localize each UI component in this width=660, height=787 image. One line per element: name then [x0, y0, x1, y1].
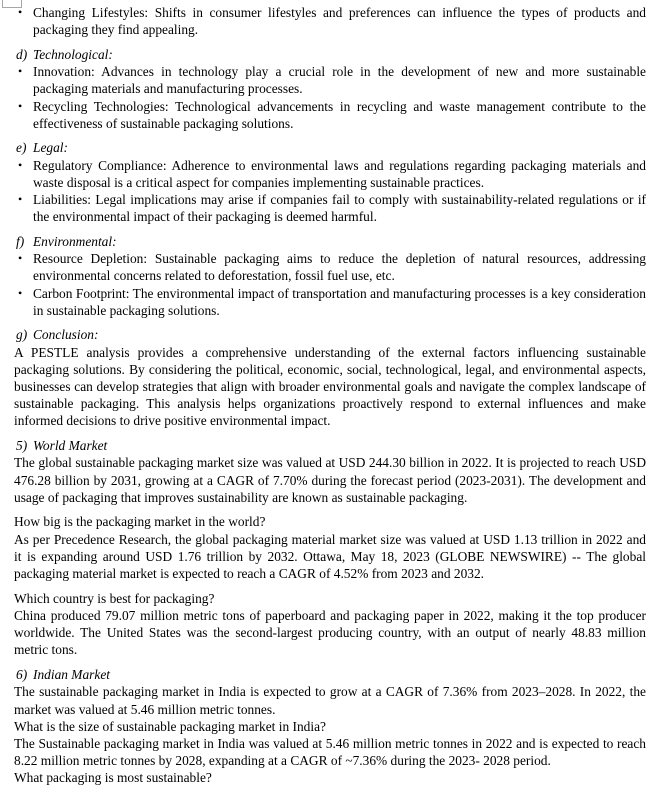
- section-heading-label: Conclusion:: [33, 327, 99, 343]
- question-line: How big is the packaging market in the world?: [14, 514, 266, 530]
- section-heading: [14, 46, 646, 63]
- paragraph: The Sustainable packaging market in India was valued at 5.46 million metric tonnes in 2022 and is expected to reach 8.22 million metric tonnes by 2028, expanding at a CAGR of ~7.36% during the 2023- 2028 period.: [14, 735, 646, 769]
- section-heading: [14, 233, 646, 250]
- bullet-icon: •: [18, 98, 23, 113]
- bullet-text: Changing Lifestyles: Shifts in consumer lifestyles and preferences can influence the types of products and packaging they find appealing.: [33, 5, 646, 38]
- section-heading: [14, 326, 646, 343]
- bullet-icon: •: [18, 157, 23, 172]
- section-marker: g): [16, 327, 28, 343]
- section-heading-label: Technological:: [33, 46, 113, 62]
- section-marker: 6): [16, 667, 28, 683]
- bullet-list-item: [14, 285, 646, 319]
- question-line: What packaging is most sustainable?: [14, 770, 212, 786]
- section-marker: d): [16, 46, 28, 62]
- paragraph: The sustainable packaging market in India is expected to grow at a CAGR of 7.36% from 2023–2028. In 2022, the market was valued at 5.46 million metric tonnes.: [14, 684, 646, 717]
- section-heading-label: World Market: [33, 438, 108, 454]
- section-heading: [14, 437, 646, 454]
- bullet-icon: •: [18, 192, 23, 207]
- section-heading-label: Indian Market: [33, 667, 110, 683]
- paragraph: China produced 79.07 million metric tons of paperboard and packaging paper in 2022, making it the top producer worldwide. The United States was the second-largest producing country, with an output of nearly 48.83 million metric tons.: [14, 608, 646, 658]
- bullet-list-item: [14, 98, 646, 132]
- bullet-text: Carbon Footprint: The environmental impact of transportation and manufacturing processes is a key consideration in sustainable packaging solutions.: [33, 285, 646, 318]
- bullet-text: Recycling Technologies: Technological advancements in recycling and waste management contribute to the effectiveness of sustainable packaging solutions.: [33, 98, 646, 131]
- paragraph: As per Precedence Research, the global packaging material market size was valued at USD 1.13 trillion in 2022 and it is expanding around USD 1.76 trillion by 2032. Ottawa, May 18, 2023 (GLOBE NEWSWIRE) -- The global packaging material market is expected to reach a CAGR of 4.52% from 2023 and 2032.: [14, 531, 646, 582]
- bullet-text: Regulatory Compliance: Adherence to environmental laws and regulations regarding packaging materials and waste disposal is a critical aspect for companies implementing sustainable practices.: [33, 157, 646, 190]
- bullet-text: Liabilities: Legal implications may arise if companies fail to comply with sustainability-related regulations or if the environmental impact of their packaging is deemed harmful.: [33, 192, 646, 225]
- bullet-text: Resource Depletion: Sustainable packaging aims to reduce the depletion of natural resources, addressing environmental concerns related to deforestation, fossil fuel use, etc.: [33, 251, 646, 284]
- section-marker: e): [16, 140, 27, 156]
- bullet-icon: •: [18, 285, 23, 300]
- paragraph: A PESTLE analysis provides a comprehensive understanding of the external factors influencing sustainable packaging solutions. By considering the political, economic, social, technological, legal, and environmental aspects, businesses can develop strategies that align with broader environmental goals and navigate the complex landscape of sustainable packaging. This analysis helps organizations proactively respond to external influences and make informed decisions to drive positive environmental impact.: [14, 344, 646, 429]
- document-body: [14, 4, 646, 787]
- section-marker: 5): [16, 438, 28, 454]
- bullet-list-item: [14, 4, 646, 38]
- bullet-icon: •: [18, 251, 23, 266]
- bullet-list-item: [14, 157, 646, 191]
- section-marker: f): [16, 233, 25, 249]
- question-line: What is the size of sustainable packaging market in India?: [14, 718, 326, 734]
- bullet-list-item: [14, 191, 646, 225]
- section-heading: [14, 139, 646, 156]
- section-heading-label: Legal:: [33, 140, 68, 156]
- question-line: Which country is best for packaging?: [14, 590, 215, 606]
- bullet-icon: •: [18, 64, 23, 79]
- bullet-icon: •: [18, 5, 23, 19]
- section-heading-label: Environmental:: [33, 233, 117, 249]
- section-heading: [14, 666, 646, 683]
- bullet-list-item: [14, 250, 646, 284]
- bullet-text: Innovation: Advances in technology play a crucial role in the development of new and more sustainable packaging materials and manufacturing processes.: [33, 64, 646, 97]
- paragraph: The global sustainable packaging market size was valued at USD 244.30 billion in 2022. It is projected to reach USD 476.28 billion by 2031, growing at a CAGR of 7.70% during the forecast period (2023-2031). The development and usage of packaging that improves sustainability are known as sustainable packaging.: [14, 455, 646, 505]
- bullet-list-item: [14, 63, 646, 97]
